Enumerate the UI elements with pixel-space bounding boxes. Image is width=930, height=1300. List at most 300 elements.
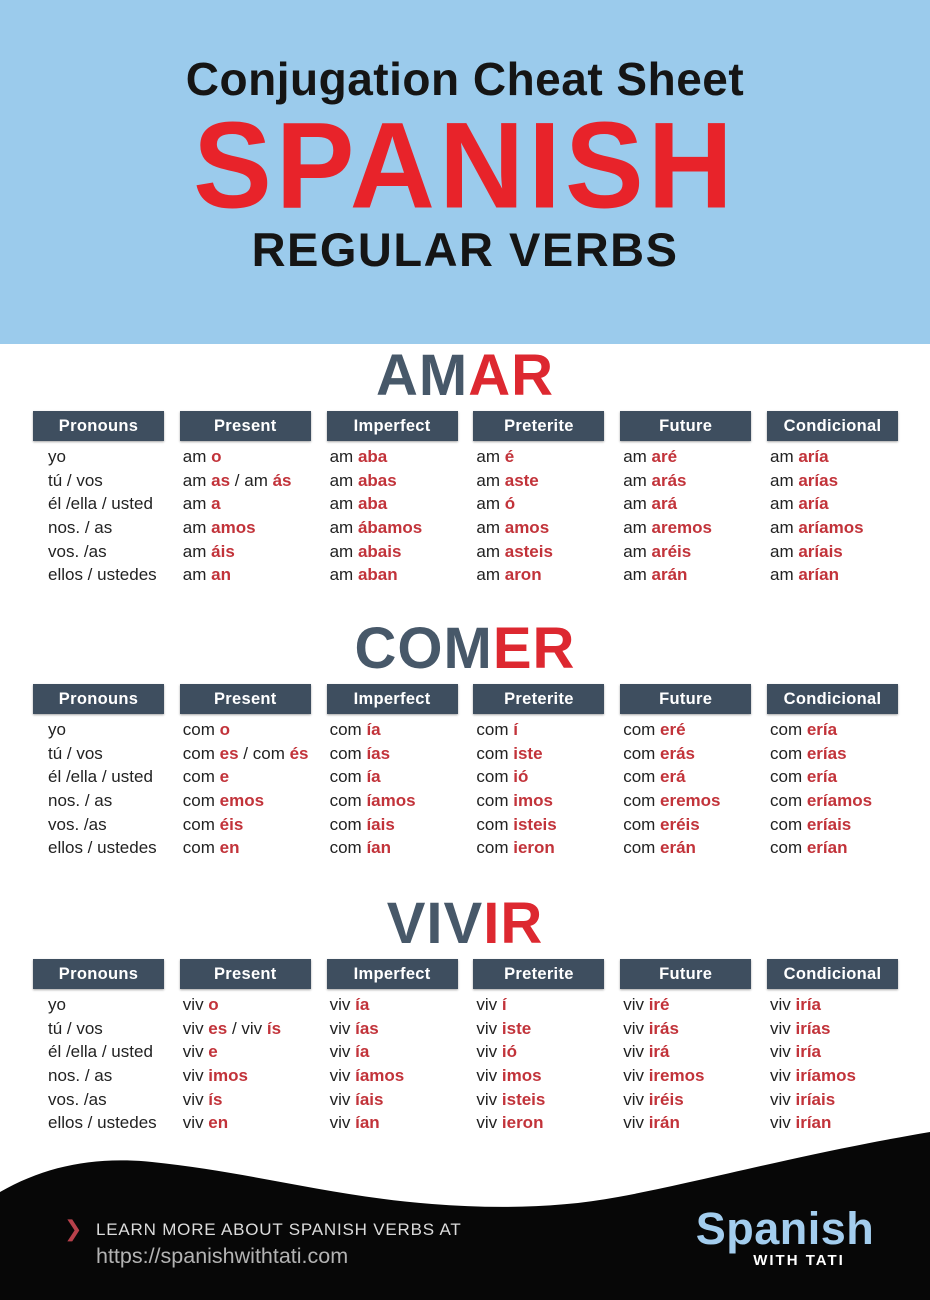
verb-stem: com — [476, 838, 514, 858]
verb-stem: viv — [182, 1042, 209, 1062]
conjugation-cell-preterite — [473, 993, 604, 1017]
verb-title-vivir — [0, 891, 930, 956]
pronoun-cell: nos. / as — [48, 518, 113, 538]
conjugation-cell-preterite — [473, 469, 604, 493]
verb-stem: am — [769, 565, 799, 585]
verb-stem: com — [769, 814, 807, 834]
verb-ending: an — [211, 565, 231, 585]
pronoun-cell: nos. / as — [48, 791, 113, 811]
verb-stem: am — [329, 447, 358, 466]
conjugation-cell-preterite — [473, 742, 604, 766]
verb-ending: erían — [806, 838, 848, 858]
conjugation-cell-condicional — [767, 1040, 898, 1064]
verb-ending: ían — [366, 838, 391, 858]
verb-ending: isteis — [501, 1089, 546, 1109]
conjugation-cell-present — [180, 1017, 311, 1041]
conjugation-cell-imperfect — [327, 813, 458, 837]
verb-stem: am — [329, 470, 358, 490]
verb-stem: com — [182, 791, 220, 811]
verb-ending: e — [219, 767, 230, 787]
verb-ending: aremos — [651, 518, 713, 538]
conjugation-cell-future — [620, 993, 751, 1017]
verb-ending: eríais — [806, 814, 852, 834]
pronoun-cell: nos. / as — [48, 1066, 113, 1086]
conjugation-cell-present — [180, 469, 311, 493]
column-header-imperfect: Imperfect — [327, 959, 458, 989]
verb-stem: viv — [476, 1113, 502, 1133]
verb-stem: am — [182, 518, 212, 538]
table-body — [0, 718, 930, 860]
column-header-preterite: Preterite — [473, 684, 604, 714]
conjugation-cell-future — [620, 1017, 751, 1041]
verb-ending: erás — [660, 743, 696, 763]
conjugation-cell-present — [180, 1040, 311, 1064]
verb-ending: isteis — [513, 814, 557, 834]
conjugation-cell-future — [620, 1088, 751, 1112]
table-row — [0, 789, 930, 813]
verb-ending: asteis — [504, 541, 553, 561]
verb-stem: viv — [241, 1018, 267, 1038]
verb-ending: arían — [798, 565, 839, 585]
brand-name: Spanish — [695, 1203, 875, 1254]
column-header-future: Future — [620, 959, 751, 989]
verb-ending: ían — [355, 1113, 380, 1133]
conjugation-cell-condicional — [767, 516, 898, 540]
conjugation-cell-imperfect — [327, 563, 458, 587]
column-header-condicional: Condicional — [767, 684, 898, 714]
verb-stem: am — [329, 494, 358, 514]
verb-stem: viv — [182, 1089, 209, 1109]
conjugation-cell-future — [620, 445, 751, 469]
conjugation-cell-condicional — [767, 445, 898, 469]
verb-stem: com — [252, 743, 290, 763]
verb-stem: viv — [329, 1018, 356, 1038]
conjugation-cell-condicional — [767, 993, 898, 1017]
verb-stem: com — [623, 767, 661, 787]
verb-ending: erías — [806, 743, 847, 763]
verb-ending: imos — [501, 1066, 542, 1086]
footer-url-link[interactable]: https://spanishwithtati.com — [96, 1244, 349, 1268]
verb-stem: viv — [329, 1066, 356, 1086]
verb-stem: com — [182, 838, 220, 858]
verb-ending: ía — [355, 1042, 370, 1062]
table-row — [0, 765, 930, 789]
conjugation-cell-condicional — [767, 540, 898, 564]
pronoun-cell: vos. /as — [48, 541, 107, 561]
verb-ending: arán — [651, 565, 688, 585]
verb-ending: emos — [219, 791, 265, 811]
verb-stem: am — [769, 470, 799, 490]
conjugation-cell-condicional — [767, 836, 898, 860]
table-header-row — [0, 959, 930, 989]
verb-stem: com — [769, 720, 807, 739]
table-row — [0, 718, 930, 742]
verb-stem: viv — [329, 1089, 356, 1109]
form-separator: / — [230, 470, 245, 490]
verb-ending: iremos — [648, 1066, 705, 1086]
verb-stem: com — [769, 791, 807, 811]
conjugation-cell-imperfect — [327, 445, 458, 469]
verb-title-stem: COM — [354, 616, 493, 681]
verb-stem: com — [623, 814, 661, 834]
verb-ending: en — [208, 1113, 229, 1133]
verb-ending: iste — [513, 743, 543, 763]
conjugation-cell-imperfect — [327, 1040, 458, 1064]
verb-ending: aba — [357, 494, 388, 514]
column-header-pronouns: Pronouns — [33, 959, 164, 989]
verb-stem: am — [769, 447, 799, 466]
conjugation-cell-present — [180, 993, 311, 1017]
verb-stem: viv — [769, 1089, 796, 1109]
verb-stem: viv — [769, 1113, 796, 1133]
conjugation-cell-present — [180, 836, 311, 860]
conjugation-cell-preterite — [473, 492, 604, 516]
table-row — [0, 1088, 930, 1112]
conjugation-cell-imperfect — [327, 789, 458, 813]
verb-ending: a — [211, 494, 221, 514]
pronoun-cell: yo — [48, 720, 66, 739]
conjugation-cell-preterite — [473, 836, 604, 860]
conjugation-cell-present — [180, 813, 311, 837]
verb-ending: irá — [648, 1042, 670, 1062]
table-row — [0, 445, 930, 469]
conjugation-cell-preterite — [473, 718, 604, 742]
column-header-condicional: Condicional — [767, 411, 898, 441]
verb-stem: viv — [623, 1066, 649, 1086]
verb-ending: iríais — [795, 1089, 836, 1109]
verb-stem: am — [476, 565, 505, 585]
conjugation-cell-future — [620, 742, 751, 766]
verb-ending: é — [504, 447, 515, 466]
verb-ending: es — [219, 743, 239, 763]
table-row — [0, 1064, 930, 1088]
verb-ending: ís — [266, 1018, 282, 1038]
verb-stem: com — [182, 743, 220, 763]
conjugation-cell-preterite — [473, 1064, 604, 1088]
verb-ending: íais — [355, 1089, 384, 1109]
conjugation-cell-future — [620, 1064, 751, 1088]
conjugation-cell-condicional — [767, 469, 898, 493]
conjugation-cell-condicional — [767, 718, 898, 742]
verb-ending: áis — [211, 541, 235, 561]
conjugation-cell-preterite — [473, 445, 604, 469]
column-header-future: Future — [620, 411, 751, 441]
verb-stem: viv — [329, 995, 356, 1014]
verb-ending: ieron — [501, 1113, 544, 1133]
conjugation-cell-imperfect — [327, 492, 458, 516]
verb-stem: com — [476, 791, 514, 811]
conjugation-cell-present — [180, 789, 311, 813]
table-row — [0, 813, 930, 837]
verb-ending: ieron — [513, 838, 555, 858]
verb-stem: com — [623, 791, 661, 811]
verb-stem: com — [329, 743, 367, 763]
pronoun-cell: él /ella / usted — [48, 1042, 153, 1062]
verb-stem: am — [244, 470, 273, 490]
table-row — [0, 742, 930, 766]
table-row — [0, 516, 930, 540]
header-tagline: REGULAR VERBS — [251, 223, 679, 277]
verb-ending: iría — [795, 1042, 822, 1062]
verb-stem: am — [182, 565, 212, 585]
verb-ending: íamos — [355, 1066, 405, 1086]
conjugation-cell-present — [180, 540, 311, 564]
column-header-present: Present — [180, 684, 311, 714]
verb-stem: am — [476, 470, 505, 490]
verb-ending: eré — [660, 720, 686, 739]
verb-stem: am — [769, 494, 799, 514]
column-header-present: Present — [180, 959, 311, 989]
conjugation-cell-present — [180, 445, 311, 469]
verb-ending: eremos — [660, 791, 721, 811]
verb-ending: o — [219, 720, 231, 739]
verb-ending: í — [501, 995, 507, 1014]
conjugation-cell-present — [180, 765, 311, 789]
conjugation-cell-future — [620, 540, 751, 564]
conjugation-cell-present — [180, 1088, 311, 1112]
verb-ending: aría — [798, 494, 829, 514]
pronoun-cell: vos. /as — [48, 1089, 107, 1109]
conjugation-cell-condicional — [767, 765, 898, 789]
verb-stem: com — [476, 743, 514, 763]
verb-stem: com — [329, 814, 367, 834]
verb-stem: am — [182, 447, 212, 466]
verb-stem: viv — [623, 1113, 649, 1133]
conjugation-cell-preterite — [473, 563, 604, 587]
verb-stem: am — [476, 494, 505, 514]
verb-stem: am — [476, 447, 505, 466]
verb-ending: o — [211, 447, 222, 466]
conjugation-cell-imperfect — [327, 836, 458, 860]
verb-stem: viv — [476, 1042, 502, 1062]
conjugation-cell-future — [620, 492, 751, 516]
table-body — [0, 445, 930, 587]
verb-ending: irán — [648, 1113, 680, 1133]
pronoun-cell: él /ella / usted — [48, 767, 153, 787]
conjugation-cell-present — [180, 563, 311, 587]
verb-stem: viv — [769, 1042, 796, 1062]
verb-ending: és — [289, 743, 309, 763]
conjugation-cell-condicional — [767, 1017, 898, 1041]
verb-ending: í — [513, 720, 518, 739]
verb-stem: com — [476, 814, 514, 834]
column-header-preterite: Preterite — [473, 411, 604, 441]
verb-stem: am — [329, 565, 358, 585]
table-row — [0, 469, 930, 493]
conjugation-cell-imperfect — [327, 1088, 458, 1112]
conjugation-cell-future — [620, 789, 751, 813]
verb-stem: viv — [476, 1066, 502, 1086]
header-title: SPANISH — [193, 97, 737, 235]
verb-stem: viv — [182, 1018, 209, 1038]
verb-stem: am — [623, 565, 652, 585]
verb-ending: ás — [272, 470, 292, 490]
verb-title-amar — [0, 343, 930, 408]
verb-stem: am — [769, 518, 799, 538]
footer — [0, 1130, 930, 1300]
conjugation-cell-preterite — [473, 1088, 604, 1112]
verb-ending: arías — [798, 470, 839, 490]
conjugation-cell-future — [620, 718, 751, 742]
verb-stem: am — [623, 447, 652, 466]
conjugation-cell-present — [180, 718, 311, 742]
conjugation-cell-imperfect — [327, 742, 458, 766]
verb-ending: ería — [806, 720, 838, 739]
column-header-future: Future — [620, 684, 751, 714]
table-row — [0, 1040, 930, 1064]
verb-ending: en — [219, 838, 240, 858]
conjugation-cell-condicional — [767, 1064, 898, 1088]
verb-ending: ías — [366, 743, 391, 763]
pronoun-cell: yo — [48, 447, 66, 466]
conjugation-cell-preterite — [473, 540, 604, 564]
verb-ending: ará — [651, 494, 678, 514]
verb-ending: eríamos — [806, 791, 873, 811]
verb-ending: ís — [208, 1089, 223, 1109]
verb-ending: erán — [660, 838, 696, 858]
verb-ending: iría — [795, 995, 822, 1014]
verb-stem: am — [329, 518, 358, 538]
conjugation-cell-future — [620, 516, 751, 540]
footer-cta-text: LEARN MORE ABOUT SPANISH VERBS AT — [96, 1220, 462, 1239]
conjugation-cell-condicional — [767, 492, 898, 516]
pronoun-cell: él /ella / usted — [48, 494, 153, 514]
conjugation-cell-imperfect — [327, 1017, 458, 1041]
conjugation-cell-imperfect — [327, 765, 458, 789]
verb-stem: viv — [623, 1089, 649, 1109]
column-header-condicional: Condicional — [767, 959, 898, 989]
verb-stem: viv — [623, 1018, 649, 1038]
verb-stem: viv — [623, 995, 649, 1014]
pronoun-cell: ellos / ustedes — [48, 565, 157, 585]
conjugation-cell-future — [620, 1040, 751, 1064]
header-band — [0, 0, 930, 344]
verb-stem: am — [623, 518, 652, 538]
verb-ending: ías — [355, 1018, 379, 1038]
verb-ending: iste — [501, 1018, 532, 1038]
verb-stem: com — [769, 838, 807, 858]
pronoun-cell: ellos / ustedes — [48, 1113, 157, 1133]
verb-stem: viv — [769, 995, 796, 1014]
verb-ending: abas — [357, 470, 397, 490]
verb-stem: com — [623, 838, 661, 858]
pronoun-cell: tú / vos — [48, 1018, 103, 1038]
column-header-preterite: Preterite — [473, 959, 604, 989]
conjugation-cell-future — [620, 836, 751, 860]
verb-stem: com — [182, 720, 220, 739]
conjugation-cell-imperfect — [327, 718, 458, 742]
verb-title-ending: IR — [483, 891, 544, 956]
conjugation-cell-preterite — [473, 1040, 604, 1064]
table-row — [0, 540, 930, 564]
verb-ending: ería — [806, 767, 838, 787]
verb-stem: viv — [476, 995, 502, 1014]
verb-ending: imos — [513, 791, 553, 811]
verb-stem: com — [329, 791, 367, 811]
column-header-imperfect: Imperfect — [327, 411, 458, 441]
conjugation-cell-condicional — [767, 742, 898, 766]
verb-ending: íais — [366, 814, 395, 834]
column-header-pronouns: Pronouns — [33, 684, 164, 714]
conjugation-cell-preterite — [473, 789, 604, 813]
conjugation-cell-future — [620, 765, 751, 789]
table-row — [0, 993, 930, 1017]
table-row — [0, 836, 930, 860]
verb-stem: com — [623, 743, 661, 763]
verb-ending: iréis — [648, 1089, 684, 1109]
pronoun-cell: tú / vos — [48, 470, 103, 490]
conjugation-cell-condicional — [767, 1088, 898, 1112]
conjugation-cell-condicional — [767, 789, 898, 813]
verb-ending: ía — [366, 720, 381, 739]
conjugation-cell-imperfect — [327, 516, 458, 540]
verb-ending: ó — [504, 494, 516, 514]
pronoun-cell: vos. /as — [48, 814, 107, 834]
verb-stem: am — [182, 494, 212, 514]
table-row — [0, 563, 930, 587]
brand-logo — [665, 1203, 905, 1269]
verb-ending: aríais — [798, 541, 843, 561]
verb-stem: viv — [623, 1042, 649, 1062]
conjugation-cell-present — [180, 742, 311, 766]
verb-ending: ió — [501, 1042, 517, 1062]
verb-stem: viv — [182, 995, 209, 1014]
verb-stem: am — [182, 541, 212, 561]
verb-ending: aste — [504, 470, 539, 490]
table-row — [0, 1017, 930, 1041]
verb-ending: o — [208, 995, 219, 1014]
verb-stem: viv — [182, 1066, 209, 1086]
conjugation-cell-imperfect — [327, 540, 458, 564]
verb-stem: com — [476, 720, 514, 739]
verb-ending: aré — [651, 447, 678, 466]
column-header-present: Present — [180, 411, 311, 441]
form-separator: / — [238, 743, 253, 763]
verb-ending: íamos — [366, 791, 416, 811]
column-header-pronouns: Pronouns — [33, 411, 164, 441]
form-separator: / — [227, 1018, 242, 1038]
verb-stem: am — [476, 518, 505, 538]
verb-ending: amos — [504, 518, 550, 538]
verb-stem: com — [769, 743, 807, 763]
pronoun-cell: yo — [48, 995, 66, 1014]
conjugation-cell-future — [620, 563, 751, 587]
verb-ending: irían — [795, 1113, 832, 1133]
verb-ending: ió — [513, 767, 529, 787]
verb-ending: irás — [648, 1018, 679, 1038]
verb-stem: am — [182, 470, 212, 490]
conjugation-cell-imperfect — [327, 1064, 458, 1088]
verb-ending: amos — [211, 518, 256, 538]
conjugation-cell-future — [620, 813, 751, 837]
verb-title-stem: AM — [376, 343, 469, 408]
verb-ending: arás — [651, 470, 687, 490]
pronoun-cell: ellos / ustedes — [48, 838, 157, 858]
conjugation-cell-present — [180, 1064, 311, 1088]
verb-ending: eréis — [660, 814, 700, 834]
verb-title-stem: VIV — [386, 891, 484, 956]
conjugation-cell-future — [620, 469, 751, 493]
conjugation-cell-imperfect — [327, 993, 458, 1017]
verb-stem: viv — [329, 1042, 356, 1062]
brand-subtitle: WITH TATI — [753, 1252, 845, 1269]
verb-stem: com — [329, 720, 367, 739]
verb-ending: e — [208, 1042, 218, 1062]
verb-title-comer — [0, 616, 930, 681]
verb-ending: aban — [357, 565, 398, 585]
verb-stem: viv — [476, 1089, 502, 1109]
verb-stem: com — [623, 720, 661, 739]
